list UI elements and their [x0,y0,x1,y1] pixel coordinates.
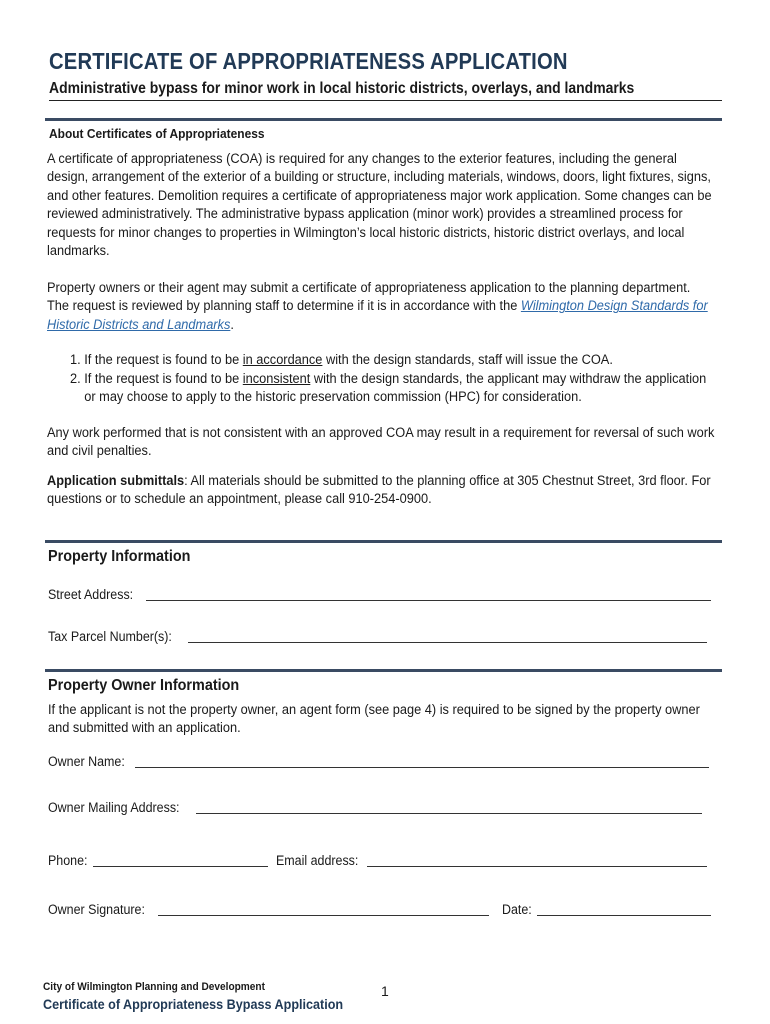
owner-signature-label: Owner Signature: [48,902,145,917]
phone-label: Phone: [48,853,88,868]
design-standards-link[interactable]: Wilmington Design Standards for Historic Districts and Landmarks [47,298,708,332]
email-label: Email address: [276,853,359,868]
review-outcomes-list [47,351,716,407]
tax-parcel-field[interactable] [188,642,707,643]
about-paragraph-3: Any work performed that is not consistent with an approved COA may result in a requirement for reversal of such work and civil penalties. [47,425,715,459]
list-item: 1. If the request is found to be in accordance with the design standards, staff will issue the COA. [84,351,715,370]
page-subtitle: Administrative bypass for minor work in local historic districts, overlays, and landmarks [49,80,635,97]
submittals-paragraph [47,472,716,509]
footer-organization: City of Wilmington Planning and Development [43,981,265,993]
phone-field[interactable] [93,866,268,867]
date-field[interactable] [537,915,711,916]
owner-signature-field[interactable] [158,915,489,916]
owner-info-heading: Property Owner Information [48,677,240,694]
street-address-field[interactable] [146,600,711,601]
in-accordance-emphasis: in accordance [242,352,323,367]
about-paragraph-1: A certificate of appropriateness (COA) is required for any changes to the exterior features, including the general design, arrangement of the exterior of a building or structure, including materials, windows, doors, light fixtures, signs, and other features. Demolition requires a certificate of appropriateness major work application. Some changes can be reviewed administratively. The administrative bypass application (minor work) provides a streamlined process for requests for minor changes to properties in Wilmington’s local historic districts, historic district overlays, and local landmarks. [47,151,712,259]
submittals-text: : All materials should be submitted to the planning office at 305 Chestnut Street, 3rd floor. For questions or to schedule an appointment, please call 910-254-0900. [47,473,711,507]
inconsistent-emphasis: inconsistent [242,370,311,386]
street-address-label: Street Address: [48,587,134,602]
mailing-address-field[interactable] [196,813,702,814]
property-section-divider [45,540,722,543]
footer-document-title: Certificate of Appropriateness Bypass Application [43,996,344,1012]
owner-section-divider [45,669,722,672]
about-heading: About Certificates of Appropriateness [49,126,265,141]
owner-name-label: Owner Name: [48,754,125,769]
owner-name-field[interactable] [135,767,709,768]
list-item: 2. If the request is found to be inconsistent with the design standards, the applicant may withdraw the application or may choose to apply to the historic preservation commission (HPC) for consideration. [84,370,715,407]
date-label: Date: [502,902,532,917]
email-field[interactable] [367,866,707,867]
page-title: CERTIFICATE OF APPROPRIATENESS APPLICATION [49,48,568,74]
paragraph-2-text: Property owners or their agent may submit a certificate of appropriateness application to the planning department. The request is reviewed by planning staff to determine if it is in accordance with the [47,280,691,314]
property-info-heading: Property Information [48,548,191,565]
agent-form-note: If the applicant is not the property owner, an agent form (see page 4) is required to be signed by the property owner and submitted with an application. [48,702,700,736]
submittals-label: Application submittals [47,473,185,488]
mailing-address-label: Owner Mailing Address: [48,800,180,815]
page-number: 1 [381,983,389,999]
about-paragraph-2 [47,279,716,334]
tax-parcel-label: Tax Parcel Number(s): [48,629,172,644]
subtitle-divider [49,100,722,101]
about-section-divider [45,118,722,121]
paragraph-2-end: . [230,316,234,332]
